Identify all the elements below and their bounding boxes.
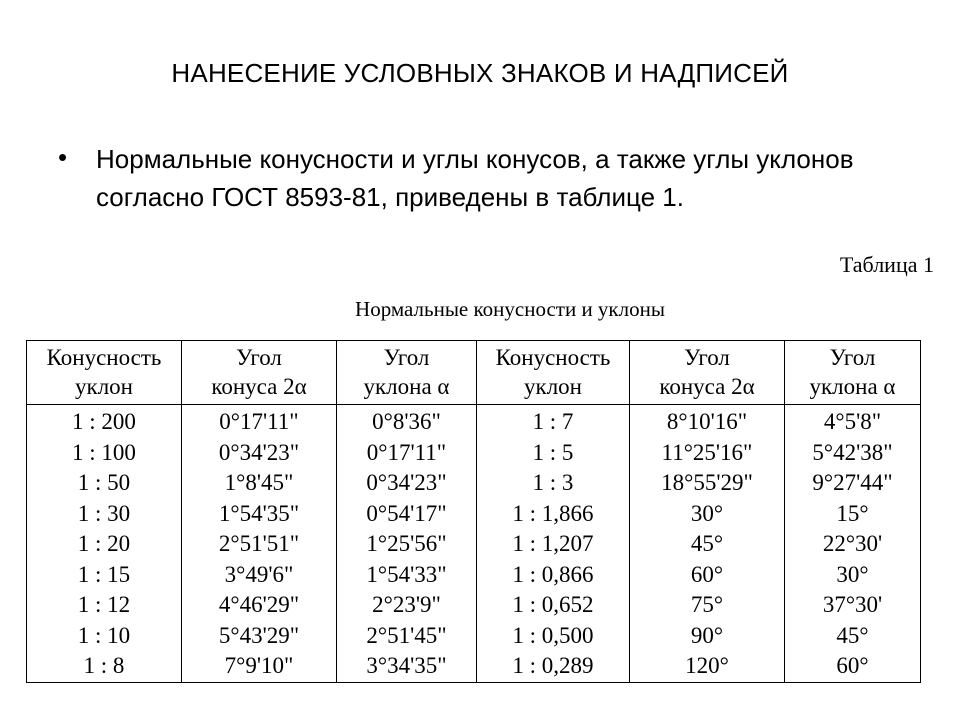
cone-taper-table xyxy=(26,340,921,683)
table-cell: 3°34'35" xyxy=(337,651,477,682)
table-cell: 1°8'45" xyxy=(182,468,337,499)
table-cell: 1 : 8 xyxy=(27,651,182,682)
table-cell: 1 : 10 xyxy=(27,621,182,652)
table-cell: 4°5'8" xyxy=(785,405,921,438)
table-cell: 1 : 5 xyxy=(477,438,630,469)
table-cell: 1 : 50 xyxy=(27,468,182,499)
table-cell: 1 : 200 xyxy=(27,405,182,438)
table-cell: 0°34'23" xyxy=(337,468,477,499)
table-cell: 1 : 30 xyxy=(27,499,182,530)
table-cell: 90° xyxy=(630,621,785,652)
bullet-dot-icon: • xyxy=(58,142,68,172)
header-taper-1: Конусность уклон xyxy=(27,341,182,405)
table-cell: 1 : 3 xyxy=(477,468,630,499)
table-cell: 2°51'51" xyxy=(182,529,337,560)
header-cone-angle-2: Угол конуса 2α xyxy=(630,341,785,405)
table-cell: 2°23'9" xyxy=(337,590,477,621)
table-cell: 1 : 100 xyxy=(27,438,182,469)
table-cell: 1 : 12 xyxy=(27,590,182,621)
table-cell: 0°17'11" xyxy=(337,438,477,469)
table-cell: 3°49'6" xyxy=(182,560,337,591)
table-cell: 120° xyxy=(630,651,785,682)
table-cell: 1 : 1,207 xyxy=(477,529,630,560)
table-cell: 1 : 0,500 xyxy=(477,621,630,652)
table-cell: 15° xyxy=(785,499,921,530)
table-cell: 2°51'45" xyxy=(337,621,477,652)
table-cell: 4°46'29" xyxy=(182,590,337,621)
table-cell: 1 : 0,866 xyxy=(477,560,630,591)
table-cell: 1°54'35" xyxy=(182,499,337,530)
table-body xyxy=(27,405,921,683)
header-slope-angle-1: Угол уклона α xyxy=(337,341,477,405)
table-cell: 1 : 1,866 xyxy=(477,499,630,530)
table-caption-number: Таблица 1 xyxy=(839,252,934,277)
table-cell: 1 : 15 xyxy=(27,560,182,591)
table-cell: 11°25'16" xyxy=(630,438,785,469)
table-row xyxy=(27,590,921,621)
table-cell: 0°34'23" xyxy=(182,438,337,469)
table-row xyxy=(27,621,921,652)
header-cone-angle-1: Угол конуса 2α xyxy=(182,341,337,405)
table-cell: 30° xyxy=(785,560,921,591)
table-cell: 0°8'36" xyxy=(337,405,477,438)
table-caption-title: Нормальные конусности и уклоны xyxy=(355,297,665,321)
table-cell: 22°30' xyxy=(785,529,921,560)
table-cell: 1°54'33" xyxy=(337,560,477,591)
table-cell: 1 : 20 xyxy=(27,529,182,560)
slide-title: НАНЕСЕНИЕ УСЛОВНЫХ ЗНАКОВ И НАДПИСЕЙ xyxy=(171,58,789,88)
table-cell: 1°25'56" xyxy=(337,529,477,560)
table-row xyxy=(27,468,921,499)
table-cell: 1 : 7 xyxy=(477,405,630,438)
table-cell: 1 : 0,289 xyxy=(477,651,630,682)
table-row xyxy=(27,529,921,560)
table-cell: 30° xyxy=(630,499,785,530)
table-row xyxy=(27,560,921,591)
table-row xyxy=(27,651,921,682)
table-cell: 45° xyxy=(785,621,921,652)
bullet-text: Нормальные конусности и углы конусов, а также углы уклонов согласно ГОСТ 8593-81, приведены в таблице 1. xyxy=(96,144,854,212)
table-cell: 0°17'11" xyxy=(182,405,337,438)
table-header-row xyxy=(27,341,921,405)
table-cell: 5°43'29" xyxy=(182,621,337,652)
table-cell: 7°9'10" xyxy=(182,651,337,682)
header-slope-angle-2: Угол уклона α xyxy=(785,341,921,405)
table-cell: 1 : 0,652 xyxy=(477,590,630,621)
table-cell: 0°54'17" xyxy=(337,499,477,530)
table-cell: 60° xyxy=(785,651,921,682)
table-cell: 75° xyxy=(630,590,785,621)
header-taper-2: Конусность уклон xyxy=(477,341,630,405)
table-row xyxy=(27,438,921,469)
table-row xyxy=(27,499,921,530)
table-cell: 45° xyxy=(630,529,785,560)
table-row xyxy=(27,405,921,438)
table-cell: 18°55'29" xyxy=(630,468,785,499)
table-cell: 60° xyxy=(630,560,785,591)
table-cell: 5°42'38" xyxy=(785,438,921,469)
table-cell: 9°27'44" xyxy=(785,468,921,499)
table-cell: 8°10'16" xyxy=(630,405,785,438)
table-cell: 37°30' xyxy=(785,590,921,621)
